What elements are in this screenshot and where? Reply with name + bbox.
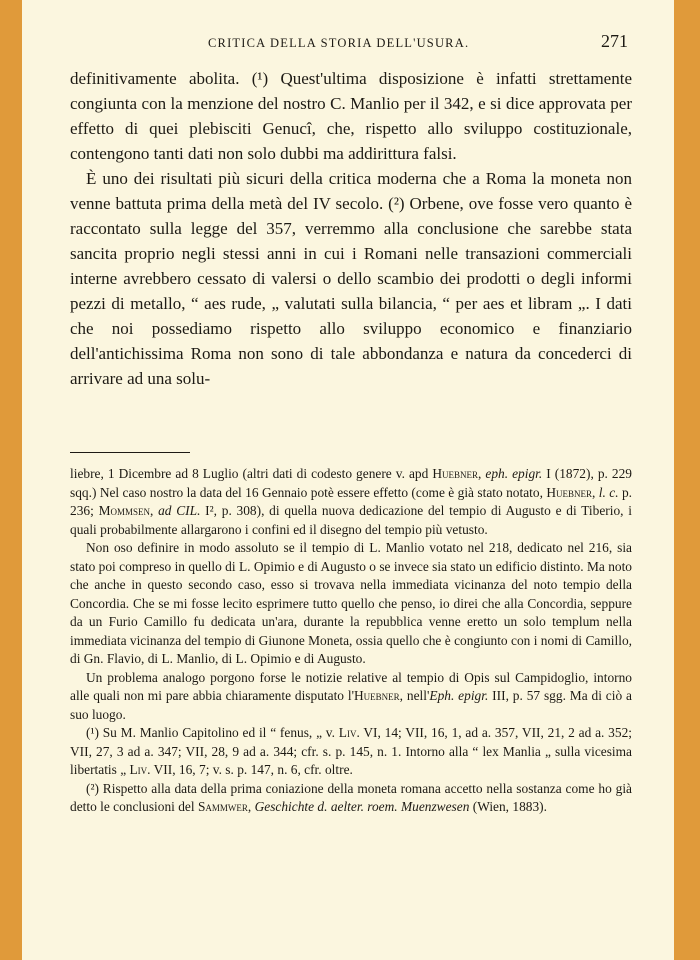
footnote-1: (¹) Su M. Manlio Capitolino ed il “ fenus, „ v. Liv. VI, 14; VII, 16, 1, ad a. 357, VII, 21, 2 ad a. 352; VII, 27, 3 ad a. 347; VII, 28, 9 ad a. 344; cfr. s. p. 145, n. 1. Intorno alla “ lex Manlia „ sulla vicesima libertatis „ Liv. VII, 16, 7; v. s. p. 147, n. 6, cfr. oltre. xyxy=(70,725,632,777)
page-header xyxy=(22,30,674,56)
paragraph-2: È uno dei risultati più sicuri della critica moderna che a Roma la moneta non venne battuta prima della metà del IV secolo. (²) Orbene, ove fosse vero quanto è raccontato sulla legge del 357, verremmo alla conclusione che sarebbe stata sancita proprio negli stessi anni in cui i Romani nelle transazioni commerciali interne avrebbero cessato di valersi o dello scambio dei prodotti o degli informi pezzi di metallo, “ aes rude, „ valutati sulla bilancia, “ per aes et libram „. I dati che noi possediamo rispetto allo sviluppo economico e finanziario dell'antichissima Roma non sono di tale abbondanza e natura da concederci di arrivare ad una solu- xyxy=(70,169,632,388)
paragraph-1: definitivamente abolita. (¹) Quest'ultima disposizione è infatti strettamente congiunta con la menzione del nostro C. Manlio per il 342, e si dice approvata per effetto di quei plebisciti Genucî, che, rispetto allo sviluppo costituzionale, contengono tanti dati non solo dubbi ma addirittura falsi. xyxy=(70,69,632,163)
footnote-separator xyxy=(70,452,190,453)
footnote-paragraph-3: Un problema analogo porgono forse le notizie relative al tempio di Opis sul Campidoglio, intorno alle quali non mi pare abbia chiaramente disputato l'Huebner, nell'Eph. epigr. III, p. 57 sgg. Ma di ciò a suo luogo. xyxy=(70,669,632,722)
running-title: CRITICA DELLA STORIA DELL'USURA. xyxy=(208,36,470,50)
footnote-paragraph-2: Non oso definire in modo assoluto se il tempio di L. Manlio votato nel 218, dedicato nel 216, sia stato poi compreso in quello di L. Opimio e di Augusto o se invece sia stato un edificio distinto. Ma noto che anche in questo secondo caso, esso si trovava nella immediata vicinanza del noto tempio della Concordia. Che se mi fosse lecito esprimere tutto quello che penso, io direi che alla Concordia, seppure da un Furio Camillo fu dedicata un'ara, durante la repubblica venne eretto un solo templum nella immediata vicinanza del tempio di Giunone Moneta, ossia quello che è congiunto con i nomi di Camillo, di Gn. Flavio, di L. Manlio, di L. Opimio e di Augusto. xyxy=(70,540,632,666)
footnote-continuation: liebre, 1 Dicembre ad 8 Luglio (altri dati di codesto genere v. apd Huebner, eph. epigr. I (1872), p. 229 sqq.) Nel caso nostro la data del 16 Gennaio potè essere effetto (come è già stato notato, Huebner, l. c. p. 236; Mommsen, ad CIL. I², p. 308), di quella nuova dedicazione del tempio di Augusto e di Tiberio, i quali probabilmente allargarono i confini ed il disegno del tempio più vetusto. xyxy=(70,466,632,537)
page-number: 271 xyxy=(601,31,628,51)
footnotes xyxy=(70,465,632,817)
book-page xyxy=(22,0,674,960)
main-text xyxy=(70,66,632,391)
footnote-2: (²) Rispetto alla data della prima coniazione della moneta romana accetto nella sostanza come ho già detto le conclusioni del Sammwer, Geschichte d. aelter. roem. Muenzwesen (Wien, 1883). xyxy=(70,780,632,814)
